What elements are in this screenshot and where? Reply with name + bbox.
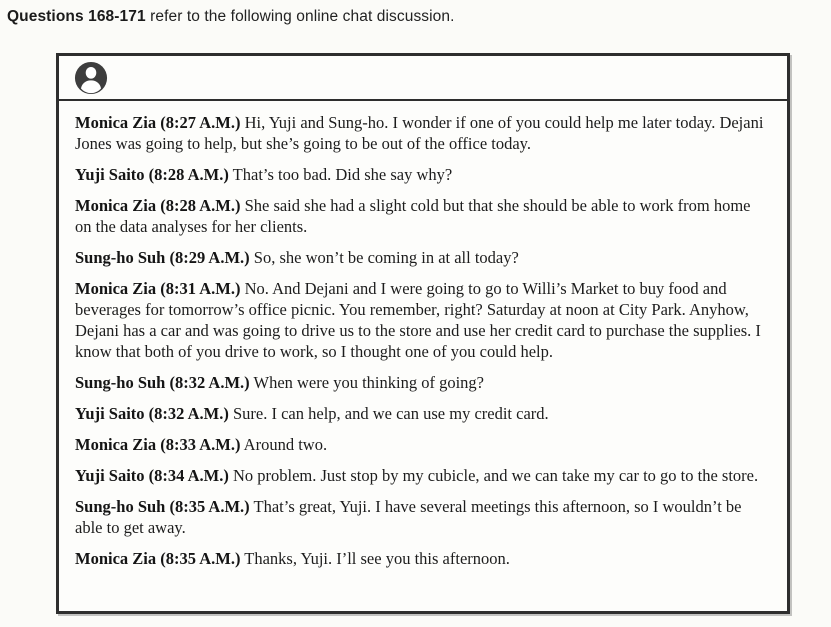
chat-header (59, 56, 787, 101)
question-range: Questions 168-171 (7, 8, 146, 25)
message-text: Sure. I can help, and we can use my credit card. (228, 404, 549, 423)
message-speaker-time: Monica Zia (8:27 A.M.) (75, 113, 241, 132)
message-speaker-time: Yuji Saito (8:34 A.M.) (75, 466, 229, 485)
chat-message (75, 247, 769, 268)
message-speaker-time: Yuji Saito (8:28 A.M.) (75, 165, 229, 184)
message-speaker-time: Sung-ho Suh (8:29 A.M.) (75, 248, 250, 267)
message-text: So, she won’t be coming in at all today? (249, 248, 519, 267)
chat-message (75, 548, 769, 569)
message-text: She said she had a slight cold but that she should be able to work from home on the data analyses for her clients. (75, 196, 751, 236)
question-intro (7, 8, 455, 26)
chat-message (75, 195, 769, 237)
question-intro-text: refer to the following online chat discussion. (145, 8, 455, 25)
chat-message (75, 278, 769, 362)
message-text: No problem. Just stop by my cubicle, and we can take my car to go to the store. (228, 466, 759, 485)
chat-message (75, 164, 769, 185)
message-text: Around two. (240, 435, 328, 454)
chat-message (75, 434, 769, 455)
chat-message (75, 112, 769, 154)
message-speaker-time: Monica Zia (8:35 A.M.) (75, 549, 241, 568)
message-text: Hi, Yuji and Sung-ho. I wonder if one of you could help me later today. Dejani Jones was going to help, but she’s going to be out of the office today. (75, 113, 764, 153)
message-speaker-time: Sung-ho Suh (8:35 A.M.) (75, 497, 250, 516)
message-text: That’s too bad. Did she say why? (228, 165, 453, 184)
chat-message (75, 496, 769, 538)
message-speaker-time: Yuji Saito (8:32 A.M.) (75, 404, 229, 423)
message-speaker-time: Monica Zia (8:31 A.M.) (75, 279, 241, 298)
chat-message (75, 372, 769, 393)
message-speaker-time: Sung-ho Suh (8:32 A.M.) (75, 373, 250, 392)
person-icon (74, 61, 108, 95)
chat-message (75, 465, 769, 486)
message-speaker-time: Monica Zia (8:33 A.M.) (75, 435, 241, 454)
chat-message (75, 403, 769, 424)
chat-discussion-box (56, 53, 790, 614)
message-speaker-time: Monica Zia (8:28 A.M.) (75, 196, 241, 215)
message-text: Thanks, Yuji. I’ll see you this afternoon. (240, 549, 510, 568)
message-text: When were you thinking of going? (249, 373, 484, 392)
chat-messages (59, 101, 787, 569)
message-text: That’s great, Yuji. I have several meetings this afternoon, so I wouldn’t be able to get away. (75, 497, 742, 537)
message-text: No. And Dejani and I were going to go to Willi’s Market to buy food and beverages for tomorrow’s office picnic. You remember, right? Saturday at noon at City Park. Anyhow, Dejani has a car and was going to drive us to the store and use her credit card to purchase the supplies. I know that both of you drive to work, so I thought one of you could help. (75, 279, 761, 361)
